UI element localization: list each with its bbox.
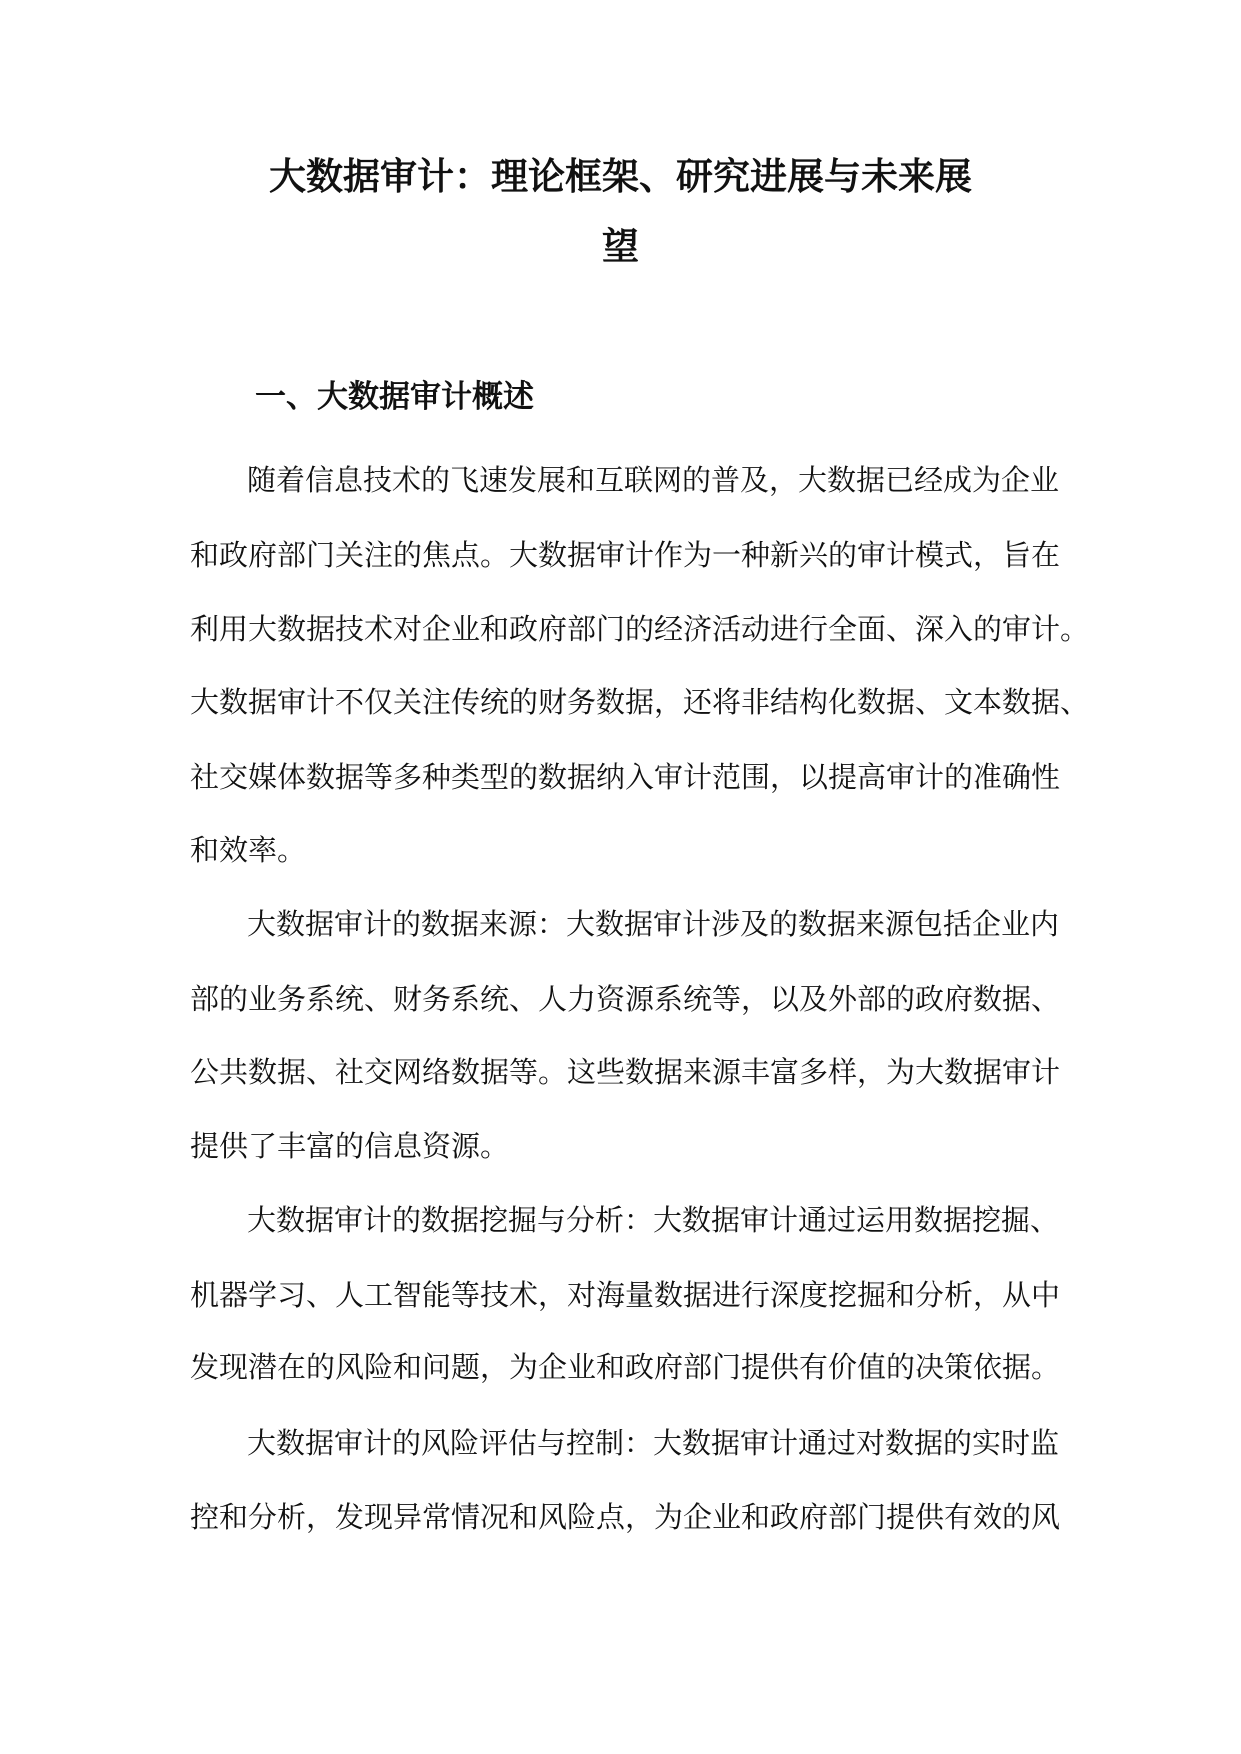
section-heading: 一、大数据审计概述 xyxy=(255,379,534,415)
paragraph-2-line-3: 公共数据、社交网络数据等。这些数据来源丰富多样，为大数据审计 xyxy=(190,1055,1061,1089)
paragraph-4-line-2: 控和分析，发现异常情况和风险点，为企业和政府部门提供有效的风 xyxy=(190,1500,1061,1534)
paragraph-1-line-3: 利用大数据技术对企业和政府部门的经济活动进行全面、深入的审计。 xyxy=(190,612,1090,646)
document-title-line-1: 大数据审计：理论框架、研究进展与未来展 xyxy=(269,155,972,198)
paragraph-1-line-2: 和政府部门关注的焦点。大数据审计作为一种新兴的审计模式，旨在 xyxy=(190,538,1061,572)
paragraph-3-line-1: 大数据审计的数据挖掘与分析：大数据审计通过运用数据挖掘、 xyxy=(247,1203,1060,1237)
document-title-line-2: 望 xyxy=(602,225,639,268)
paragraph-3-line-2: 机器学习、人工智能等技术，对海量数据进行深度挖掘和分析，从中 xyxy=(190,1278,1061,1312)
paragraph-3-line-3: 发现潜在的风险和问题，为企业和政府部门提供有价值的决策依据。 xyxy=(190,1350,1061,1384)
paragraph-1-line-1: 随着信息技术的飞速发展和互联网的普及，大数据已经成为企业 xyxy=(247,463,1060,497)
paragraph-2-line-4: 提供了丰富的信息资源。 xyxy=(190,1129,510,1163)
paragraph-1-line-6: 和效率。 xyxy=(190,833,307,867)
paragraph-1-line-4: 大数据审计不仅关注传统的财务数据，还将非结构化数据、文本数据、 xyxy=(190,685,1090,719)
paragraph-2-line-1: 大数据审计的数据来源：大数据审计涉及的数据来源包括企业内 xyxy=(247,907,1060,941)
paragraph-4-line-1: 大数据审计的风险评估与控制：大数据审计通过对数据的实时监 xyxy=(247,1426,1060,1460)
paragraph-2-line-2: 部的业务系统、财务系统、人力资源系统等，以及外部的政府数据、 xyxy=(190,982,1061,1016)
paragraph-1-line-5: 社交媒体数据等多种类型的数据纳入审计范围，以提高审计的准确性 xyxy=(190,760,1061,794)
